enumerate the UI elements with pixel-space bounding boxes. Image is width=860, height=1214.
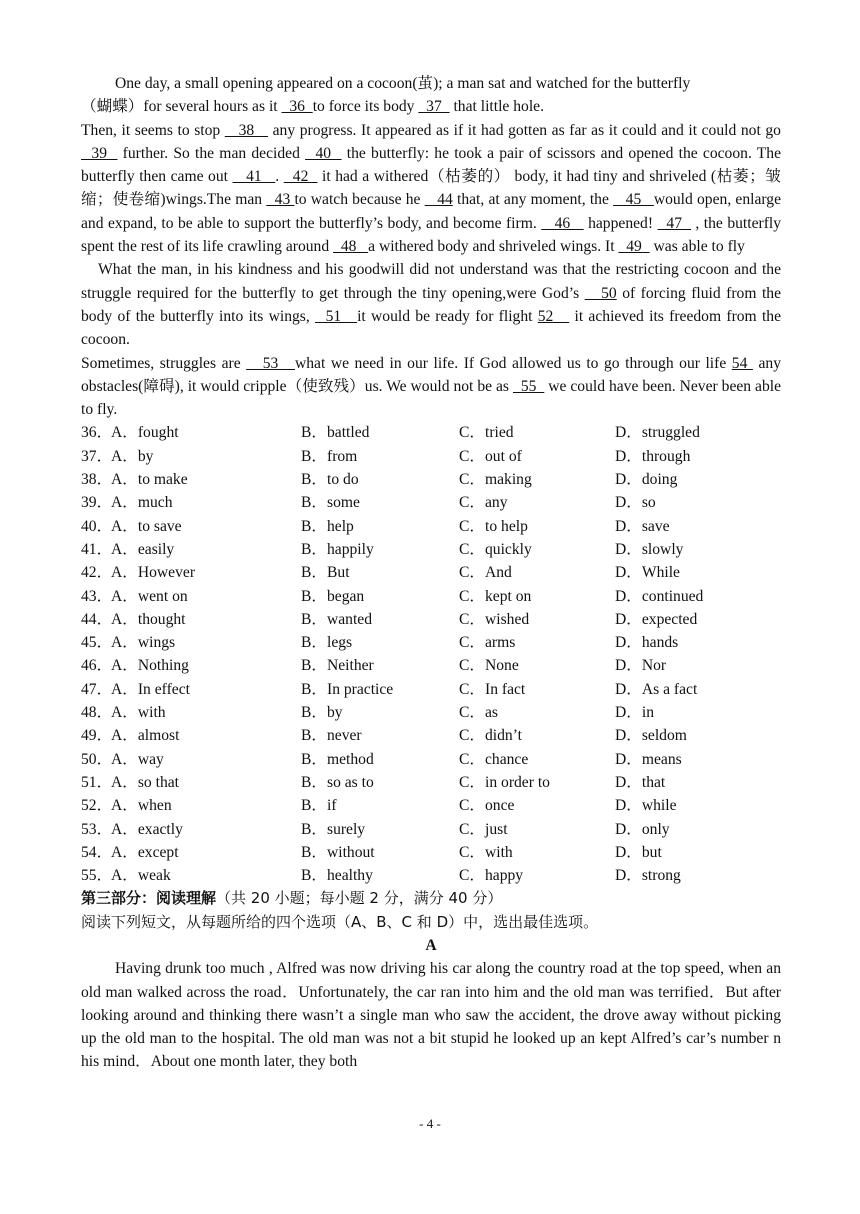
question-row — [81, 864, 781, 887]
blank-36: 36 — [281, 98, 313, 116]
text: One day, a small opening appeared on a cocoon(茧); a man sat and watched for the butterfly — [115, 75, 691, 92]
option-c: C．to help — [459, 517, 528, 535]
blank-48: 48 — [333, 238, 369, 256]
cloze-paragraph-3 — [81, 258, 781, 351]
blank-41: 41 — [232, 168, 276, 186]
option-a: A．thought — [111, 610, 186, 628]
blank-51: 51 — [315, 307, 358, 325]
question-number: 47． — [81, 680, 113, 698]
question-row — [81, 678, 781, 701]
question-number: 53． — [81, 820, 113, 838]
option-a: A．exactly — [111, 820, 183, 838]
option-b: B．happily — [301, 540, 374, 558]
option-a: A．almost — [111, 727, 180, 745]
option-b: B．legs — [301, 634, 353, 652]
option-b: B．In practice — [301, 680, 394, 698]
page-number: - 4 - — [419, 1116, 441, 1131]
option-d: D．save — [615, 517, 670, 535]
question-number: 44． — [81, 610, 113, 628]
text: . — [275, 168, 284, 186]
question-number: 46． — [81, 657, 113, 675]
question-number: 40． — [81, 517, 113, 535]
option-d: D．strong — [615, 867, 681, 885]
option-b: B．to do — [301, 471, 359, 489]
blank-40: 40 — [305, 144, 342, 162]
question-number: 45． — [81, 634, 113, 652]
blank-55: 55 — [512, 377, 545, 395]
option-b: B．without — [301, 843, 375, 861]
option-a: A．However — [111, 564, 196, 582]
text: any obstacles(障碍), it would cripple（使致残）us. We would not be as — [81, 354, 781, 395]
section-note: （共 20 小题；每小题 2 分，满分 40 分） — [216, 889, 503, 908]
question-number: 41． — [81, 540, 113, 558]
question-row — [81, 818, 781, 841]
text: happened! — [583, 214, 658, 232]
question-number: 55． — [81, 867, 113, 885]
section-heading: 第三部分：阅读理解 — [81, 889, 217, 908]
option-d: D．slowly — [615, 540, 684, 558]
option-d: D．continued — [615, 587, 704, 605]
text: it would be ready for flight — [357, 307, 538, 325]
question-row — [81, 631, 781, 654]
question-row — [81, 445, 781, 468]
question-row — [81, 701, 781, 724]
question-number: 49． — [81, 727, 113, 745]
blank-39: 39 — [81, 144, 118, 162]
option-b: B．method — [301, 750, 374, 768]
option-a: A．went on — [111, 587, 188, 605]
question-number: 38． — [81, 471, 113, 489]
option-c: C．as — [459, 704, 498, 722]
question-row — [81, 561, 781, 584]
option-d: D．means — [615, 750, 682, 768]
option-c: C．chance — [459, 750, 529, 768]
option-c: C．with — [459, 843, 513, 861]
cloze-paragraph-2 — [81, 119, 781, 259]
passage-label: A — [425, 936, 437, 954]
reading-passage-a: Having drunk too much , Alfred was now driving his car along the country road at the top speed, when an old man walked across the road．Unfortunately, the car ran into him and the old man was terrified．But after looking around and thinking there wasn’t a single man who saw the accident, the drove away without picking up the old man to the hospital. The old man was not a bit stupid he looked up an kept Alfred’s car’s number n his mind．About one month later, they both — [81, 960, 781, 1071]
option-d: D．struggled — [615, 424, 700, 442]
blank-50: 50 — [584, 284, 617, 302]
option-d: D．doing — [615, 471, 678, 489]
question-row — [81, 654, 781, 677]
option-d: D．seldom — [615, 727, 687, 745]
cloze-paragraph-1 — [81, 72, 781, 119]
text: to watch because he — [294, 191, 425, 209]
option-a: A．much — [111, 494, 173, 512]
option-d: D．only — [615, 820, 670, 838]
text: , the butterfly spent the rest of its life crawling around — [81, 214, 782, 256]
question-number: 51． — [81, 773, 113, 791]
option-b: B．from — [301, 447, 358, 465]
option-d: D．in — [615, 704, 654, 722]
question-number: 48． — [81, 704, 113, 722]
section-3-header — [81, 887, 781, 910]
option-d: D．that — [615, 773, 666, 791]
option-c: C．In fact — [459, 680, 526, 698]
question-number: 36． — [81, 424, 113, 442]
option-d: D．while — [615, 797, 677, 815]
option-a: A．easily — [111, 540, 175, 558]
question-number: 39． — [81, 494, 113, 512]
option-c: C．in order to — [459, 773, 550, 791]
text: would open, enlarge and expand, to be able to support the butterfly’s body, and become firm. — [81, 191, 782, 232]
option-b: B．surely — [301, 820, 366, 838]
question-row — [81, 468, 781, 491]
blank-44: 44 — [424, 191, 453, 209]
option-d: D．Nor — [615, 657, 667, 675]
blank-47: 47 — [657, 214, 691, 232]
option-c: C．arms — [459, 634, 516, 652]
text: we could have been. Never been able to fly. — [81, 377, 782, 419]
option-b: B．so as to — [301, 773, 374, 791]
text: was able to fly — [649, 238, 745, 256]
question-row — [81, 841, 781, 864]
option-a: A．Nothing — [111, 657, 189, 675]
option-b: B．battled — [301, 424, 370, 442]
text: （蝴蝶）for several hours as it — [81, 98, 282, 116]
question-row — [81, 515, 781, 538]
blank-49: 49 — [618, 238, 650, 256]
option-c: C．tried — [459, 424, 514, 442]
text: What the man, in his kindness and his goodwill did not understand was that the restricting cocoon and the struggle required for the butterfly to get through the tiny opening,were God’s — [81, 261, 781, 302]
question-number: 42． — [81, 564, 113, 582]
question-number: 50． — [81, 750, 113, 768]
question-row — [81, 608, 781, 631]
option-c: C．out of — [459, 447, 522, 465]
option-a: A．with — [111, 704, 166, 722]
question-number: 43． — [81, 587, 113, 605]
text: that, at any moment, the — [452, 191, 614, 209]
option-c: C．once — [459, 797, 515, 815]
blank-54: 54 — [731, 354, 753, 372]
option-d: D．As a fact — [615, 680, 698, 698]
option-c: C．any — [459, 494, 508, 512]
option-d: D．but — [615, 843, 662, 861]
blank-46: 46 — [541, 214, 584, 232]
option-b: B．But — [301, 564, 350, 582]
blank-38: 38 — [224, 121, 268, 139]
question-number: 54． — [81, 843, 113, 861]
text: Sometimes, struggles are — [81, 354, 247, 372]
option-a: A．way — [111, 750, 164, 768]
text: Then, it seems to stop — [81, 121, 225, 139]
option-b: B．if — [301, 797, 337, 815]
question-row — [81, 771, 781, 794]
text: that little hole. — [449, 98, 544, 116]
option-a: A．to make — [111, 471, 188, 489]
option-a: A．wings — [111, 634, 176, 652]
text: the butterfly: he took a pair of scissors and opened the cocoon. The butterfly then came out — [81, 144, 782, 186]
option-c: C．wished — [459, 610, 530, 628]
option-a: A．by — [111, 447, 154, 465]
text: further. So the man decided — [117, 144, 306, 162]
option-d: D．While — [615, 564, 680, 582]
question-number: 37． — [81, 447, 113, 465]
option-b: B．wanted — [301, 610, 373, 628]
option-d: D．so — [615, 494, 656, 512]
question-row — [81, 491, 781, 514]
option-a: A．In effect — [111, 680, 190, 698]
option-c: C．just — [459, 820, 508, 838]
text: a withered body and shriveled wings. It — [368, 238, 619, 256]
option-c: C．kept on — [459, 587, 532, 605]
option-a: A．fought — [111, 424, 179, 442]
question-row — [81, 538, 781, 561]
blank-53: 53 — [246, 354, 295, 372]
text: of forcing fluid from the body of the butterfly into its wings, — [81, 284, 781, 325]
option-c: C．And — [459, 564, 512, 582]
option-a: A．when — [111, 797, 172, 815]
option-d: D．through — [615, 447, 691, 465]
text: it achieved its freedom from the cocoon. — [81, 307, 782, 349]
text: what we need in our life. If God allowed us to go through our life — [294, 354, 732, 372]
option-b: B．Neither — [301, 657, 374, 675]
question-row — [81, 585, 781, 608]
blank-52: 52 — [537, 307, 570, 325]
option-c: C．None — [459, 657, 519, 675]
question-row — [81, 794, 781, 817]
question-options-list — [81, 421, 781, 887]
option-c: C．didn’t — [459, 727, 522, 745]
question-row — [81, 748, 781, 771]
option-b: B．healthy — [301, 867, 373, 885]
question-number: 52． — [81, 797, 113, 815]
option-d: D．expected — [615, 610, 698, 628]
blank-42: 42 — [283, 168, 318, 186]
text: any progress. It appeared as if it had gotten as far as it could and it could not go — [268, 121, 781, 139]
blank-37: 37 — [418, 98, 450, 116]
blank-43: 43 — [266, 191, 295, 209]
option-c: C．making — [459, 471, 532, 489]
text: it had a withered（枯萎的） body, it had tiny and shriveled (枯萎；皱缩；使卷缩)wings.The man — [81, 168, 782, 209]
option-a: A．weak — [111, 867, 171, 885]
text: to force its body — [312, 98, 419, 116]
blank-45: 45 — [613, 191, 654, 209]
option-d: D．hands — [615, 634, 679, 652]
option-a: A．to save — [111, 517, 182, 535]
option-b: B．help — [301, 517, 354, 535]
cloze-paragraph-4 — [81, 352, 781, 422]
question-row — [81, 421, 781, 444]
option-b: B．by — [301, 704, 343, 722]
option-b: B．never — [301, 727, 362, 745]
option-a: A．so that — [111, 773, 180, 791]
option-a: A．except — [111, 843, 179, 861]
option-c: C．happy — [459, 867, 524, 885]
option-b: B．some — [301, 494, 360, 512]
question-row — [81, 724, 781, 747]
option-b: B．began — [301, 587, 365, 605]
section-instruction: 阅读下列短文，从每题所给的四个选项（A、B、C 和 D）中，选出最佳选项。 — [81, 912, 599, 931]
exam-page — [81, 72, 781, 1074]
option-c: C．quickly — [459, 540, 532, 558]
